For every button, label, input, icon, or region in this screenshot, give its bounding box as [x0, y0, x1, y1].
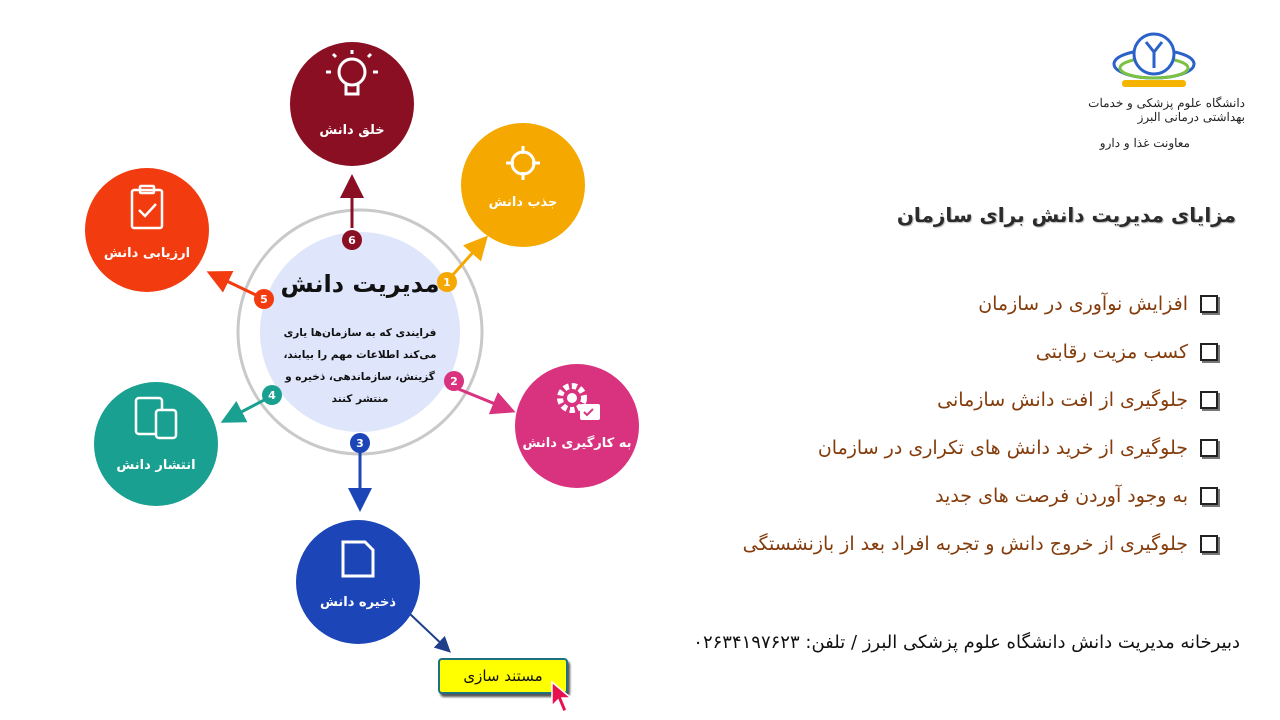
benefit-text: جلوگیری از خرید دانش های تکراری در سازمان	[817, 437, 1188, 459]
badge-5-text: 5	[260, 293, 268, 306]
center-title: مدیریت دانش	[280, 270, 440, 298]
benefit-text: کسب مزیت رقابتی	[1035, 341, 1188, 363]
arrow-4	[226, 398, 268, 420]
benefit-text: افزایش نوآوری در سازمان	[978, 293, 1188, 315]
arrow-documentation	[410, 614, 448, 650]
checkbox-icon	[1200, 487, 1218, 505]
benefit-text: جلوگیری از افت دانش سازمانی	[937, 389, 1188, 411]
node-evaluate-label: ارزیابی دانش	[103, 246, 191, 261]
list-item	[658, 520, 1218, 568]
checkbox-icon	[1200, 535, 1218, 553]
list-item	[658, 328, 1218, 376]
list-item	[658, 472, 1218, 520]
node-disseminate-label: انتشار دانش	[116, 458, 196, 473]
badge-3-text: 3	[356, 437, 364, 450]
node-create-knowledge	[290, 42, 414, 166]
node-apply-label: به کارگیری دانش	[522, 436, 632, 451]
documentation-button[interactable]: مستند سازی	[438, 658, 568, 694]
node-store-knowledge	[296, 520, 420, 644]
center-description: فرایندی که به سازمان‌ها یاری می‌کند اطلاعات مهم را بیابند، گزینش، سازماندهی، ذخیره و منتشر کنند	[283, 327, 437, 405]
logo-department-name: معاونت غذا و دارو	[1099, 136, 1190, 150]
checkbox-icon	[1200, 343, 1218, 361]
mouse-pointer-icon	[550, 680, 576, 714]
list-item	[658, 280, 1218, 328]
badge-6-text: 6	[348, 234, 356, 247]
footer-contact: دبیرخانه مدیریت دانش دانشگاه علوم پزشکی البرز / تلفن: ۰۲۶۳۴۱۹۷۶۲۳	[693, 632, 1240, 653]
page-title: مزایای مدیریت دانش برای سازمان	[896, 203, 1236, 227]
benefit-text: به وجود آوردن فرصت های جدید	[935, 485, 1188, 507]
badge-4-text: 4	[268, 389, 276, 402]
node-absorb-knowledge	[461, 123, 585, 247]
benefits-list	[658, 280, 1218, 568]
checkbox-icon	[1200, 295, 1218, 313]
node-store-label: ذخیره دانش	[319, 595, 397, 610]
list-item	[658, 424, 1218, 472]
checkbox-icon	[1200, 439, 1218, 457]
node-absorb-label: جذب دانش	[488, 195, 558, 210]
benefit-text: جلوگیری از خروج دانش و تجربه افراد بعد از بازنشستگی	[742, 533, 1188, 555]
node-disseminate-knowledge	[94, 382, 218, 506]
badge-1-text: 1	[443, 276, 451, 289]
badge-2-text: 2	[450, 375, 458, 388]
university-logo-icon	[1112, 28, 1196, 98]
checkbox-icon	[1200, 391, 1218, 409]
node-apply-knowledge	[515, 364, 639, 488]
list-item	[658, 376, 1218, 424]
logo-university-name: دانشگاه علوم پزشکی و خدمات بهداشتی درمانی البرز	[1088, 96, 1245, 124]
arrow-2	[456, 388, 510, 410]
node-create-label: خلق دانش	[319, 123, 385, 138]
